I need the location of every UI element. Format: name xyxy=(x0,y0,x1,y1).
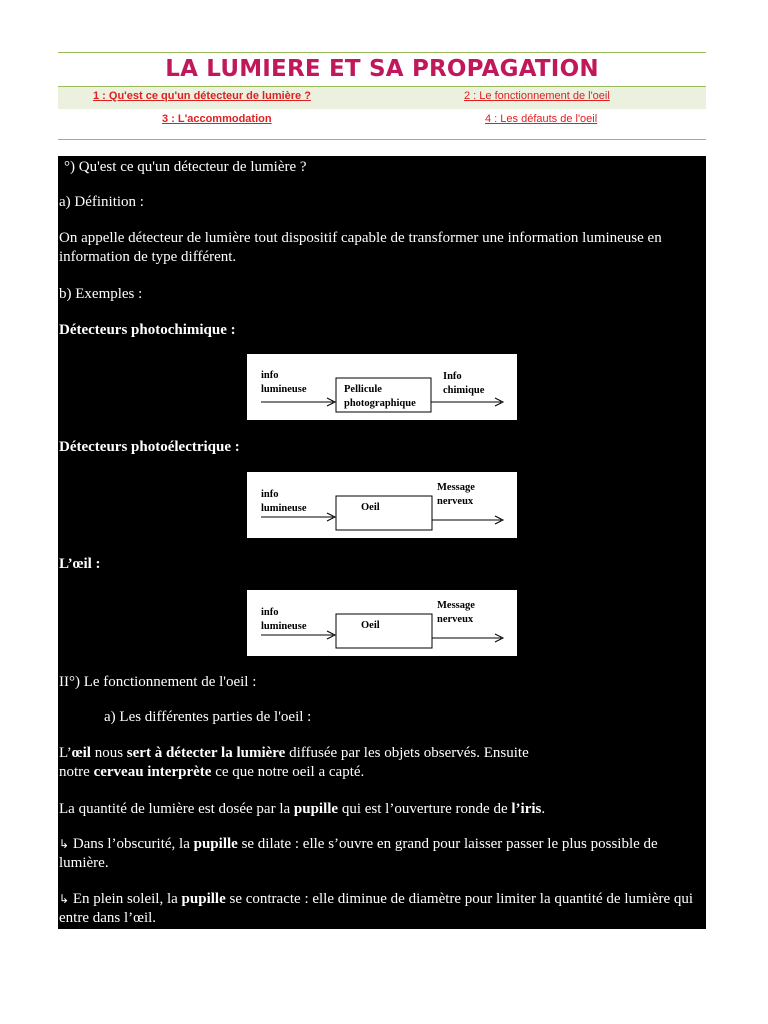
nav-link-accommodation[interactable]: 3 : L'accommodation xyxy=(162,113,272,125)
diagram-input-line1: info xyxy=(261,607,279,618)
definition-text: On appelle détecteur de lumière tout dispositif capable de transformer une information lumineuse en information de type différent. xyxy=(59,230,662,265)
nav-link-fonctionnement[interactable]: 2 : Le fonctionnement de l'oeil xyxy=(464,90,610,102)
diagram-box-line1: Oeil xyxy=(361,620,380,631)
diagram-input-line2: lumineuse xyxy=(261,503,307,514)
detector-label-oeil: L’œil : xyxy=(59,556,101,572)
detector-label-photochimique: Détecteurs photochimique : xyxy=(59,322,236,338)
diagram-output-line1: Message xyxy=(437,482,475,493)
diagram-output-line1: Message xyxy=(437,600,475,611)
diagram-input-line1: info xyxy=(261,370,279,381)
page-title: LA LUMIERE ET SA PROPAGATION xyxy=(165,56,599,82)
diagram-input-line2: lumineuse xyxy=(261,621,307,632)
diagram-box-line1: Pellicule xyxy=(344,384,382,395)
diagram-input-line1: info xyxy=(261,489,279,500)
diagram-box xyxy=(336,614,432,648)
diagram-output-line1: Info xyxy=(443,371,462,382)
top-divider xyxy=(58,52,706,53)
diagram-oeil xyxy=(247,590,517,656)
section1-heading: °) Qu'est ce qu'un détecteur de lumière ? xyxy=(64,159,307,175)
definition-heading: a) Définition : xyxy=(59,194,144,210)
diagram-input-line2: lumineuse xyxy=(261,384,307,395)
diagram-box-line1: Oeil xyxy=(361,502,380,513)
diagram-output-line2: nerveux xyxy=(437,614,474,625)
bullet-arrow-icon: ↳ xyxy=(59,837,70,851)
bullet-arrow-icon: ↳ xyxy=(59,892,70,906)
eye-paragraph-3: ↳ Dans l’obscurité, la pupille se dilate : elle s’ouvre en grand pour laisser passer le plus possible de lumière. xyxy=(59,836,658,871)
section2-heading: II°) Le fonctionnement de l'oeil : xyxy=(59,674,257,690)
eye-paragraph-1: L’œil nous sert à détecter la lumière diffusée par les objets observés. Ensuite notre cerveau interprète ce que notre oeil a capté. xyxy=(59,745,529,780)
nav-divider xyxy=(58,139,706,140)
detector-label-photoelectrique: Détecteurs photoélectrique : xyxy=(59,439,240,455)
diagram-photoelectrique xyxy=(247,472,517,538)
nav-row-1 xyxy=(58,87,706,109)
diagram-box-line2: photographique xyxy=(344,398,416,409)
diagram-output-line2: chimique xyxy=(443,385,485,396)
diagram-photochimique xyxy=(247,354,517,420)
nav-link-defauts[interactable]: 4 : Les défauts de l'oeil xyxy=(485,113,598,125)
parts-heading: a) Les différentes parties de l'oeil : xyxy=(104,709,312,725)
diagram-box xyxy=(336,496,432,530)
nav-row-2 xyxy=(58,110,706,132)
nav-link-detecteur[interactable]: 1 : Qu'est ce qu'un détecteur de lumière ? xyxy=(93,90,311,102)
eye-paragraph-2: La quantité de lumière est dosée par la pupille qui est l’ouverture ronde de l’iris. xyxy=(59,801,546,817)
diagram-output-line2: nerveux xyxy=(437,496,474,507)
content-panel xyxy=(58,156,706,929)
eye-paragraph-4: ↳ En plein soleil, la pupille se contracte : elle diminue de diamètre pour limiter la quantité de lumière qui entre dans l’œil. xyxy=(59,891,694,926)
examples-heading: b) Exemples : xyxy=(59,286,143,302)
